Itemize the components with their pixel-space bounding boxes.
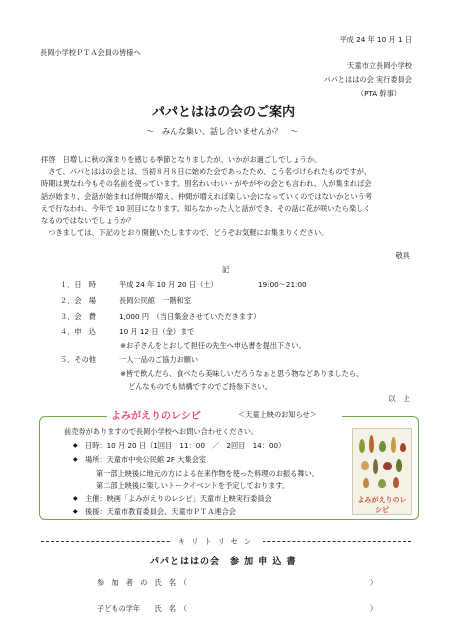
closing-word: 敬具 bbox=[395, 251, 410, 260]
vegetable-graphic bbox=[400, 443, 406, 452]
sender-committee: パパとははの会 実行委員会 bbox=[323, 75, 412, 84]
vegetable-graphic bbox=[378, 479, 386, 488]
poster-title: よみがえりのレシピ bbox=[357, 496, 407, 514]
child-grade-name-label: 子どもの学年 氏 名 （ bbox=[97, 604, 187, 613]
vegetable-graphic bbox=[359, 439, 365, 453]
other-note-2: どんなものでも結構ですのでご持参下さい。 bbox=[128, 382, 272, 391]
event-tag-subtitle: ＜天童上映のお知らせ＞ bbox=[238, 410, 317, 419]
bullet-icon: ◆ bbox=[73, 456, 78, 463]
event-place: 場所：天童市中央公民館 2F 大集会室 bbox=[85, 455, 207, 464]
recipient: 長岡小学校ＰＴＡ会員の皆様へ bbox=[40, 48, 141, 57]
vegetable-graphic bbox=[393, 477, 399, 488]
page-title: パパとははの会のご案内 bbox=[152, 105, 296, 120]
event-intro: 前売券がありますので長岡小学校へお問い合わせください。 bbox=[64, 427, 259, 436]
page-subtitle: ～ みんな集い、話し合いませんか？ ～ bbox=[146, 127, 298, 136]
document-date: 平成 24 年 10 月 1 日 bbox=[339, 35, 412, 44]
bullet-icon: ◆ bbox=[73, 442, 78, 449]
form-title: パパとははの会 参 加 申 込 書 bbox=[150, 557, 297, 567]
detail-value: 1,000 円 （当日集金させていただきます） bbox=[119, 312, 261, 321]
detail-value: 長岡公民館 一階和室 bbox=[119, 296, 191, 305]
body-line: 拝啓 日増しに秋の深まりを感じる季節となりましたが、いかがお過ごしでしょうか。 bbox=[41, 155, 322, 164]
other-note-1: ※皆で飲んだら、食べたら美味しいだろうなぁと思う物などありましたら、 bbox=[120, 369, 364, 378]
vegetable-graphic bbox=[373, 459, 378, 474]
vegetable-graphic bbox=[391, 437, 396, 453]
body-line: なるのではないでしょうか？ bbox=[41, 216, 135, 226]
event-organizer: 主催：映画「よみがえりのレシピ」天童市上映実行委員会 bbox=[85, 494, 272, 503]
vegetable-graphic bbox=[379, 441, 386, 452]
vegetable-graphic bbox=[361, 461, 369, 470]
body-line: さて、パパとははの会とは、当初８月８日に始めた会であったため、こう名づけられたものですが、 bbox=[41, 167, 372, 177]
detail-value: 一人一品のご協力お願い bbox=[119, 355, 199, 364]
detail-label: １．日 時 bbox=[60, 280, 96, 289]
vegetable-graphic bbox=[383, 462, 392, 470]
movie-poster-image bbox=[352, 428, 412, 515]
detail-label: ３．会 費 bbox=[60, 312, 96, 321]
detail-extra: 19:00～21:00 bbox=[258, 280, 307, 289]
detail-label: ２．会 場 bbox=[60, 296, 96, 305]
body-line: つきましては、下記のとおり開催いたしますので、どうぞお気軽にお集まりください。 bbox=[41, 228, 329, 238]
vegetable-graphic bbox=[369, 435, 374, 453]
event-place-detail-2: 第二部上映後に楽しいトークイベントを予定しております。 bbox=[96, 481, 290, 490]
cut-label: キリトリセン bbox=[172, 537, 263, 547]
parent-name-close: ） bbox=[370, 578, 378, 587]
event-tag-title: よみがえりのレシピ bbox=[111, 411, 201, 422]
detail-value: 平成 24 年 10 月 20 日（土） bbox=[119, 280, 218, 289]
child-name-close: ） bbox=[370, 604, 378, 613]
event-place-detail-1: 第一部上映後に地元の方による在来作物を使った料理のお振る舞い、 bbox=[96, 469, 319, 478]
ki-marker: 記 bbox=[222, 265, 230, 274]
body-line: 時期は異なれ今もその名前を使っています。別名わいわい・がやがやの会とも言われ、人が集まれば会 bbox=[41, 179, 372, 189]
parent-name-label: 参 加 者 の 氏 名 （ bbox=[97, 578, 187, 587]
event-support: 後援：天童市教育委員会、天童市ＰＴＡ連合会 bbox=[85, 507, 236, 516]
detail-value: 10 月 12 日（金）まで bbox=[119, 327, 195, 336]
body-paragraph bbox=[41, 154, 416, 239]
apply-note: ※お子さんをとおして担任の先生へ申込書を提出下さい。 bbox=[120, 341, 306, 350]
vegetable-graphic bbox=[363, 478, 369, 488]
event-date: 日時：10 月 20 日（1回目 11：00 ／ 2回目 14：00） bbox=[85, 441, 286, 450]
detail-label: ５．その他 bbox=[60, 355, 96, 364]
sender-school: 天童市立長岡小学校 bbox=[347, 61, 412, 70]
sender-role: （PTA 幹事） bbox=[356, 89, 401, 98]
bullet-icon: ◆ bbox=[73, 495, 78, 502]
vegetable-graphic bbox=[396, 459, 402, 472]
bullet-icon: ◆ bbox=[73, 508, 78, 515]
body-line: えで行なわれ、今年で 10 回目になります。知らなかった人と話ができ、その話に花が咲いたら楽しく bbox=[41, 203, 371, 213]
detail-label: ４．申 込 bbox=[60, 327, 96, 336]
ijou-marker: 以 上 bbox=[388, 394, 410, 403]
body-line: 話が始まり、会話が始まれば仲間が増え、仲間が増えれば楽しい会になっていくのではないかという考 bbox=[41, 191, 373, 201]
